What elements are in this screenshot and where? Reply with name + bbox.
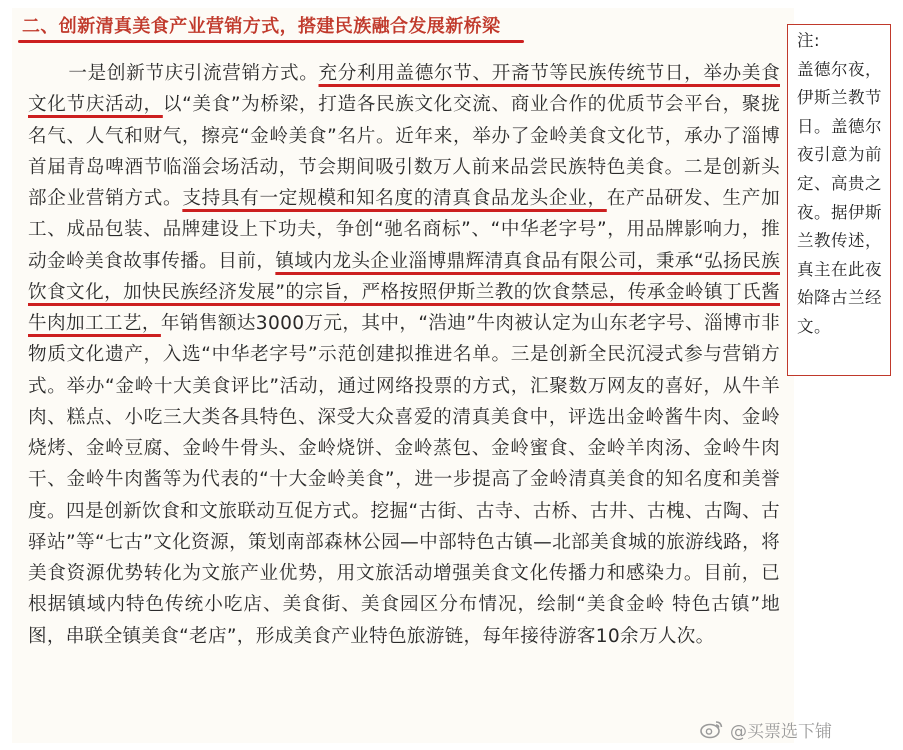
note-label: 注: [797,31,821,50]
paragraph-segment: 在产品研发、生产加工、成品包装、品牌建设上下功夫，争创“驰名商标”、“中华老字号”，用品牌影响力，推动金岭美食故事传播。目前， [28,188,780,272]
watermark-text: @买票选下铺 [730,721,832,742]
section-heading: 二、创新清真美食产业营销方式，搭建民族融合发展新桥梁 [22,16,501,37]
underlined-segment: 支持具有一定规模和知名度的清真食品龙头企业， [182,188,607,209]
weibo-logo-icon [700,719,724,739]
weibo-watermark [700,716,832,742]
annotation-note-box [787,24,891,376]
note-text: 盖德尔夜，伊斯兰教节日。盖德尔夜引意为前定、高贵之夜。据伊斯兰教传述，真主在此夜始降古兰经文。 [797,59,882,336]
article-paragraph [28,58,780,652]
paragraph-segment: 年销售额达3000万元，其中，“浩迪”牛肉被认定为山东老字号、淄博市非物质文化遗产，入选“中华老字号”示范创建拟推进名单。三是创新全民沉浸式参与营销方式。举办“金岭十大美食评比”活动，通过网络投票的方式，汇聚数万网友的喜好，从牛羊肉、糕点、小吃三大类各具特色、深受大众喜爱的清真美食中，评选出金岭酱牛肉、金岭烧烤、金岭豆腐、金岭牛骨头、金岭烧饼、金岭蒸包、金岭蜜食、金岭羊肉汤、金岭牛肉干、金岭牛肉酱等为代表的“十大金岭美食”，进一步提高了金岭清真美食的知名度和美誉度。四是创新饮食和文旅联动互促方式。挖掘“古街、古寺、古桥、古井、古槐、古陶、古驿站”等“七古”文化资源，策划南部森林公园—中部特色古镇—北部美食城的旅游线路，将美食资源优势转化为文旅产业优势，用文旅活动增强美食文化传播力和感染力。目前，已根据镇域内特色传统小吃店、美食街、美食园区分布情况，绘制“美食金岭 特色古镇”地图，串联全镇美食“老店”，形成美食产业特色旅游链，每年接待游客10余万人次。 [28,313,780,647]
underlined-segment: 镇域内龙头企业淄博鼎辉清真食品有限公司，秉承“弘扬民族饮食文化，加快民族经济发展”的宗旨，严格按照伊斯兰教的饮食禁忌，传承金岭镇丁氏酱牛肉加工工艺， [28,250,780,334]
paragraph-segment: 一是创新节庆引流营销方式。 [68,63,319,84]
paragraph-segment: 以“美食”为桥梁，打造各民族文化交流、商业合作的优质节会平台，聚拢名气、人气和财气，擦亮“金岭美食”名片。近年来，举办了金岭美食文化节，承办了淄博首届青岛啤酒节临淄会场活动，节会期间吸引数万人前来品尝民族特色美食。二是创新头部企业营销方式。 [28,94,781,209]
underlined-segment: 充分利用盖德尔节、开斋节等民族传统节日，举办美食文化节庆活动， [28,63,780,116]
heading-underline [18,40,524,43]
